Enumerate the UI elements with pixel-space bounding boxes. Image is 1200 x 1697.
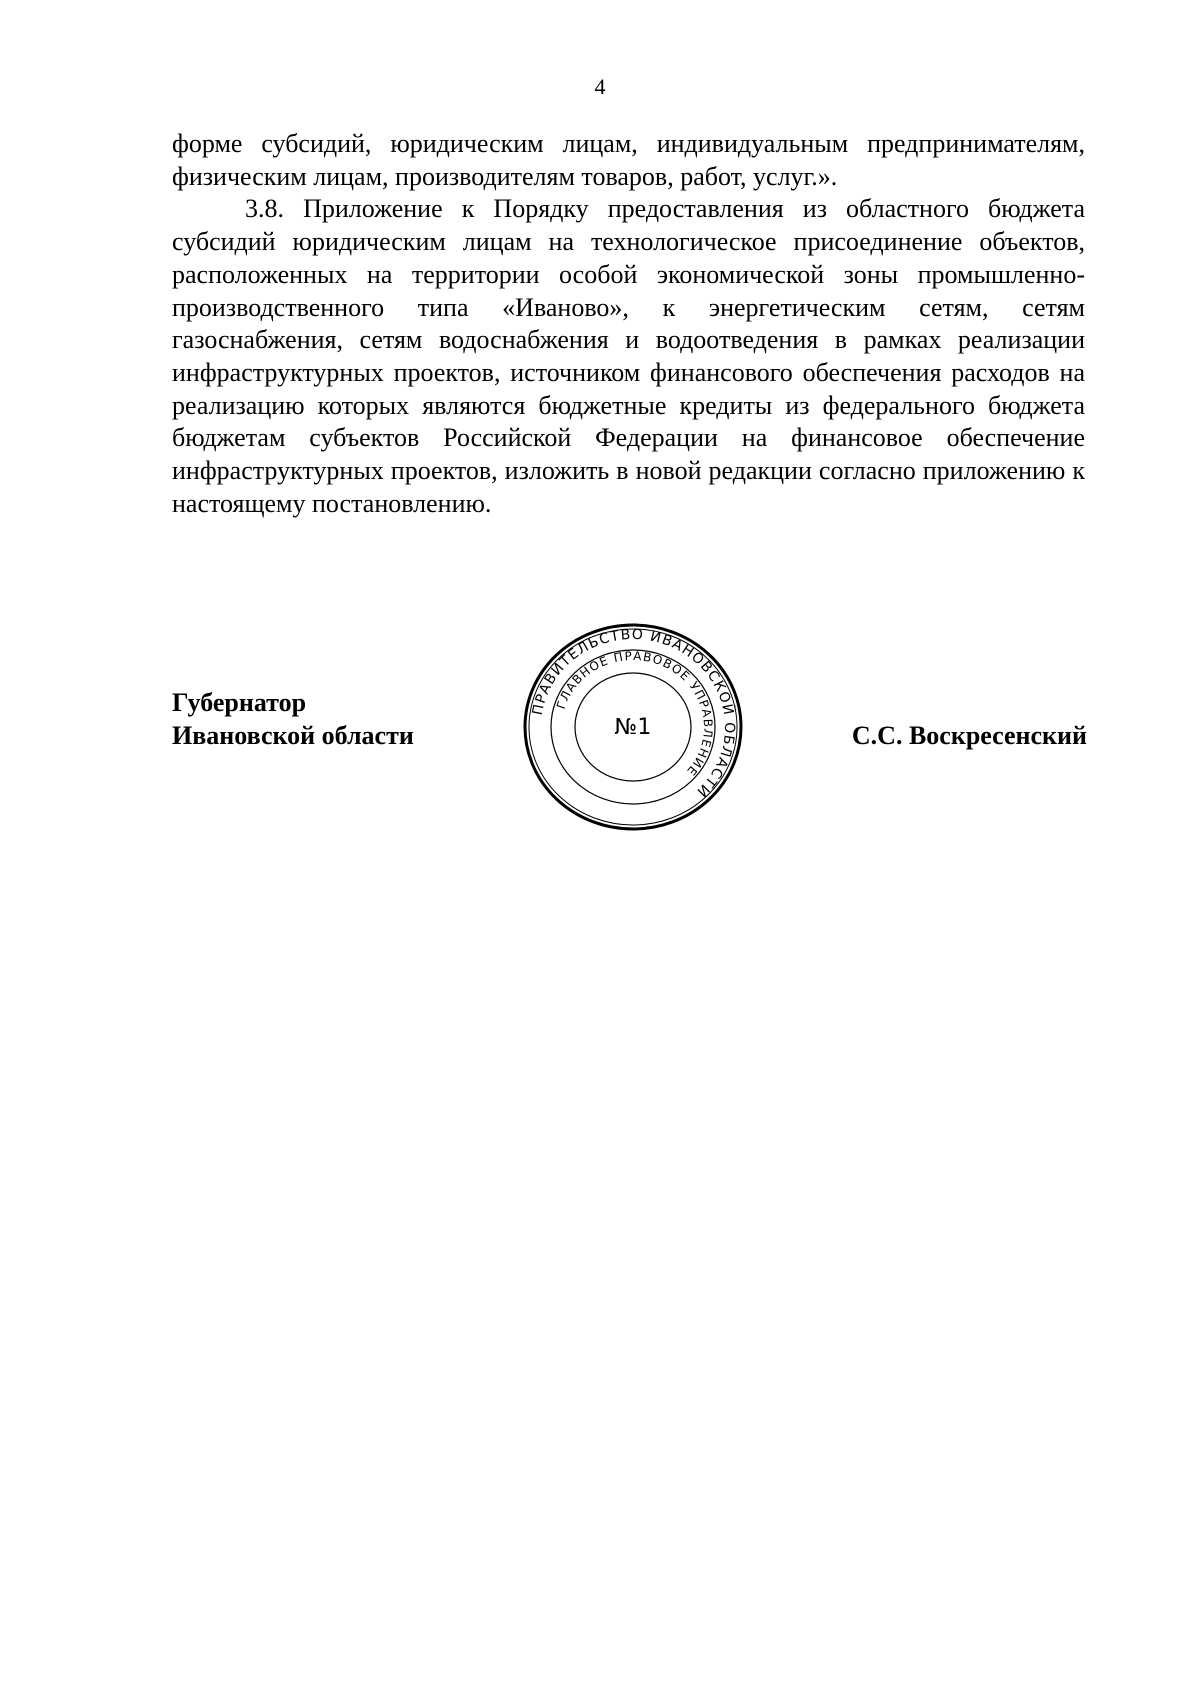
seal-graphic <box>522 622 744 832</box>
seal-number: №1 <box>614 715 652 740</box>
paragraph-3-8: 3.8. Приложение к Порядку предоставления из областного бюджета субсидий юридическим лицам на технологическое присоединение объектов, расположенных на территории особой экономической зоны промышленно-производственного типа «Иваново», к энергетическим сетям, сетям газоснабжения, сетям водоснабжения и водоотведения в рамках реализации инфраструктурных проектов, источником финансового обеспечения расходов на реализацию которых являются бюджетные кредиты из федерального бюджета бюджетам субъектов Российской Федерации на финансовое обеспечение инфраструктурных проектов, изложить в новой редакции согласно приложению к настоящему постановлению. <box>172 194 1085 518</box>
signatory-title <box>172 686 414 752</box>
seal-inner-text: ГЛАВНОЕ ПРАВОВОЕ УПРАВЛЕНИЕ <box>553 648 716 780</box>
signatory-name: С.С. Воскресенский <box>851 721 1087 750</box>
seal-outer-text: ПРАВИТЕЛЬСТВО ИВАНОВСКОЙ ОБЛАСТИ <box>529 626 738 801</box>
page-number: 4 <box>594 74 606 99</box>
signatory-title-line-2: Ивановской области <box>172 721 414 750</box>
document-body <box>172 128 1085 520</box>
signatory-title-line-1: Губернатор <box>172 688 307 717</box>
paragraph-continuation: форме субсидий, юридическим лицам, индивидуальным предпринимателям, физическим лицам, производителям товаров, работ, услуг.». <box>172 129 1085 191</box>
svg-text:ГЛАВНОЕ ПРАВОВОЕ УПРАВЛЕНИЕ <box>554 649 715 779</box>
official-seal <box>522 622 744 832</box>
